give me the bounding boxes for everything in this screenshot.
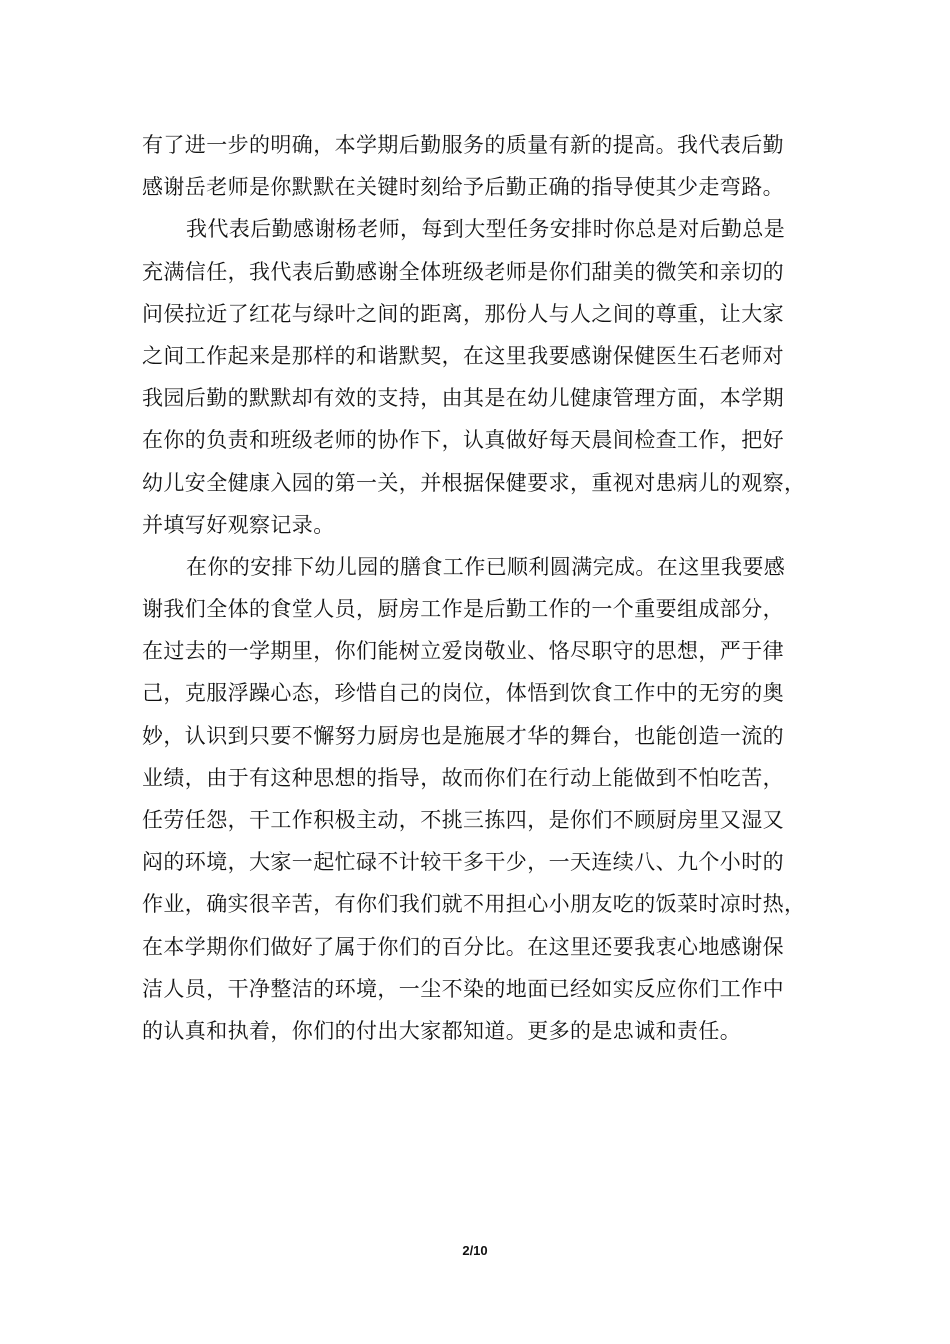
text-line: 己，克服浮躁心态，珍惜自己的岗位，体悟到饮食工作中的无穷的奥	[142, 681, 784, 706]
text-line: 有了进一步的明确，本学期后勤服务的质量有新的提高。我代表后勤	[142, 133, 784, 157]
text-line: 闷的环境，大家一起忙碌不计较干多干少，一天连续八、九个小时的	[142, 850, 784, 875]
text-line: 在你的安排下幼儿园的膳食工作已顺利圆满完成。在这里我要感	[186, 554, 786, 579]
text-line: 业绩，由于有这种思想的指导，故而你们在行动上能做到不怕吃苦，	[142, 765, 784, 790]
text-line: 在你的负责和班级老师的协作下，认真做好每天晨间检查工作，把好	[142, 428, 784, 453]
text-line: 的认真和执着，你们的付出大家都知道。更多的是忠诚和责任。	[142, 1018, 742, 1043]
text-line: 充满信任，我代表后勤感谢全体班级老师是你们甜美的微笑和亲切的	[142, 259, 784, 284]
page-number: 2/10	[462, 1243, 488, 1258]
text-line: 在过去的一学期里，你们能树立爱岗敬业、恪尽职守的思想，严于律	[142, 639, 784, 664]
text-line: 谢我们全体的食堂人员，厨房工作是后勤工作的一个重要组成部分，	[142, 597, 784, 622]
text-line: 妙，认识到只要不懈努力厨房也是施展才华的舞台，也能创造一流的	[142, 723, 784, 748]
text-line: 在本学期你们做好了属于你们的百分比。在这里还要我衷心地感谢保	[142, 934, 784, 959]
text-line: 之间工作起来是那样的和谐默契，在这里我要感谢保健医生石老师对	[142, 343, 784, 368]
text-line: 幼儿安全健康入园的第一关，并根据保健要求，重视对患病儿的观察，	[142, 470, 806, 495]
text-line: 洁人员，干净整洁的环境，一尘不染的地面已经如实反应你们工作中	[142, 976, 784, 1001]
text-line: 问侯拉近了红花与绿叶之间的距离，那份人与人之间的尊重，让大家	[142, 301, 784, 326]
text-line: 并填写好观察记录。	[142, 512, 335, 537]
text-line: 我代表后勤感谢杨老师，每到大型任务安排时你总是对后勤总是	[186, 217, 786, 242]
text-line: 作业，确实很辛苦，有你们我们就不用担心小朋友吃的饭菜时凉时热，	[142, 892, 806, 917]
body-text	[142, 124, 822, 1052]
text-line: 我园后勤的默默却有效的支持，由其是在幼儿健康管理方面，本学期	[142, 386, 784, 411]
text-line: 任劳任怨，干工作积极主动，不挑三拣四，是你们不顾厨房里又湿又	[142, 808, 784, 832]
text-line: 感谢岳老师是你默默在关键时刻给予后勤正确的指导使其少走弯路。	[142, 175, 784, 200]
